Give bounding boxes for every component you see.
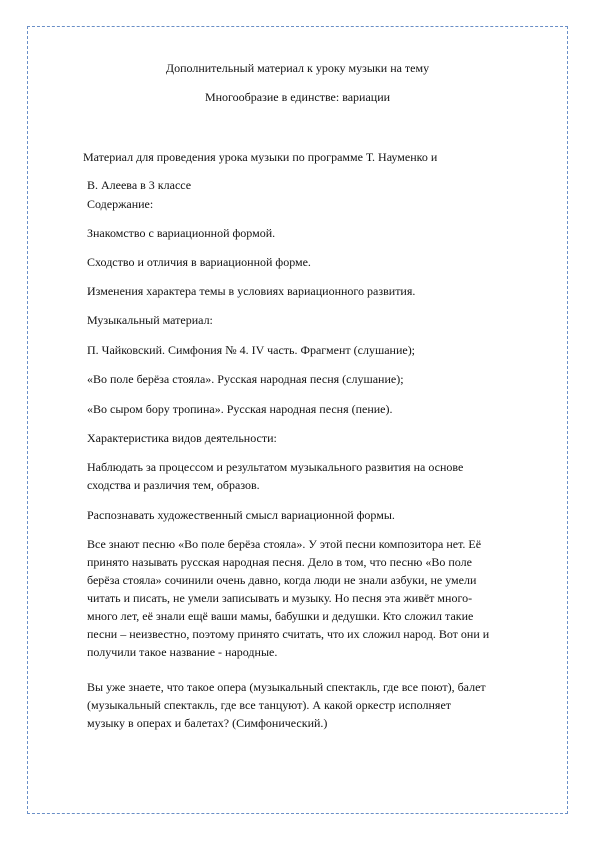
music-item: П. Чайковский. Симфония № 4. IV часть. Фрагмент (слушание); (87, 343, 416, 357)
paragraph1-line: читать и писать, не умели записывать и музыку. Но песня эта живёт много- (87, 591, 473, 605)
paragraph1-line: принято называть русская народная песня. Дело в том, что песню «Во поле (87, 555, 472, 569)
paragraph1-line: получили такое название - народные. (87, 645, 278, 659)
activities-line: сходства и различия тем, образов. (87, 478, 260, 492)
document-title-line1: Дополнительный материал к уроку музыки на тему (165, 61, 430, 75)
activities-heading: Характеристика видов деятельности: (87, 431, 277, 445)
paragraph1-line: много лет, её знали ещё ваши мамы, бабушки и дедушки. Кто сложил такие (87, 609, 474, 623)
intro-line2: В. Алеева в 3 классе (87, 178, 192, 192)
contents-item: Изменения характера темы в условиях вариационного развития. (87, 284, 416, 298)
intro-line1: Материал для проведения урока музыки по программе Т. Науменко и (83, 150, 438, 164)
paragraph1-line: песни – неизвестно, поэтому принято считать, что их сложил народ. Вот они и (87, 627, 490, 641)
paragraph2-line: музыку в операх и балетах? (Симфонический.) (87, 716, 328, 730)
contents-item: Знакомство с вариационной формой. (87, 226, 276, 240)
document-title-line2: Многообразие в единстве: вариации (204, 90, 391, 104)
music-heading: Музыкальный материал: (87, 313, 213, 327)
music-item: «Во сыром бору тропина». Русская народная песня (пение). (87, 402, 393, 416)
contents-heading: Содержание: (87, 197, 154, 211)
activities-line: Наблюдать за процессом и результатом музыкального развития на основе (87, 460, 464, 474)
paragraph1-line: берёза стояла» сочинили очень давно, когда люди не знали азбуки, не умели (87, 573, 477, 587)
recognize-line: Распознавать художественный смысл вариационной формы. (87, 508, 395, 522)
contents-item: Сходство и отличия в вариационной форме. (87, 255, 311, 269)
paragraph2-line: Вы уже знаете, что такое опера (музыкальный спектакль, где все поют), балет (87, 680, 486, 694)
paragraph2-line: (музыкальный спектакль, где все танцуют). А какой оркестр исполняет (87, 698, 452, 712)
paragraph1-line: Все знают песню «Во поле берёза стояла». У этой песни композитора нет. Её (87, 537, 482, 551)
music-item: «Во поле берёза стояла». Русская народная песня (слушание); (87, 372, 404, 386)
